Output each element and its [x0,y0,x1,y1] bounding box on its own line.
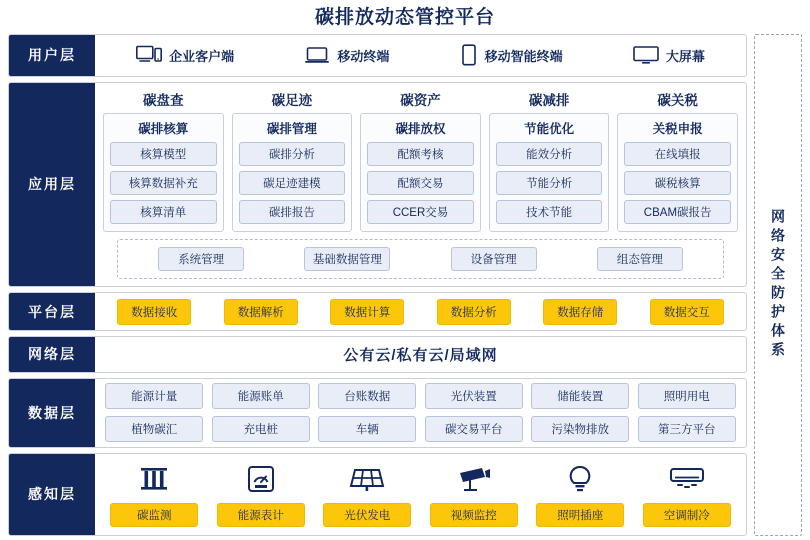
layer-network [8,336,747,373]
lightbulb-socket-icon [565,462,595,496]
energy-meter-icon [245,462,277,496]
platform-chip-data-reception[interactable]: 数据接收 [117,299,191,325]
layer-user-label: 用户层 [9,35,95,76]
app-chip-configuration-management[interactable]: 组态管理 [597,247,683,271]
platform-chip-data-interaction[interactable]: 数据交互 [650,299,724,325]
app-chip[interactable]: 能效分析 [496,142,603,166]
perception-item-carbon-monitoring[interactable] [110,462,198,527]
app-column-title: 碳减排 [528,92,570,108]
app-chip[interactable]: CBAM碳报告 [624,200,731,224]
app-chip[interactable]: 节能分析 [496,171,603,195]
perception-label: 照明插座 [536,503,624,527]
solar-panel-icon [349,462,385,496]
data-chip[interactable]: 储能装置 [531,383,629,409]
layer-platform-label: 平台层 [9,293,95,330]
app-chip-system-management[interactable]: 系统管理 [158,247,244,271]
app-card-title: 碳排管理 [266,121,317,136]
page-title: 碳排放动态管控平台 [314,7,495,28]
user-item-label: 移动终端 [337,48,390,64]
app-column-carbon-inventory [103,89,224,232]
app-card-carbon-management [232,113,353,232]
app-chip[interactable]: 碳税核算 [624,171,731,195]
security-system-sidebar [754,34,802,536]
smartphone-icon [460,44,478,66]
layer-perception-body [95,454,746,535]
perception-label: 光伏发电 [323,503,411,527]
camera-icon [456,462,492,496]
data-chip[interactable]: 充电桩 [212,416,310,442]
app-chip[interactable]: 配额考核 [367,142,474,166]
perception-items [101,462,740,527]
application-columns [103,89,738,232]
app-card-carbon-accounting [103,113,224,232]
platform-items [101,299,740,325]
data-chip[interactable]: 污染物排放 [531,416,629,442]
app-chip[interactable]: 在线填报 [624,142,731,166]
app-chip[interactable]: CCER交易 [367,200,474,224]
user-item-smart-mobile-terminal[interactable] [460,44,563,66]
data-row [101,383,740,409]
app-column-title: 碳关税 [657,92,698,108]
app-card-title: 碳排放权 [395,121,446,136]
app-column-carbon-reduction [489,89,610,232]
large-screen-icon [633,45,659,65]
app-chip[interactable]: 技术节能 [496,200,603,224]
perception-item-lighting-socket[interactable] [536,462,624,527]
app-chip-device-management[interactable]: 设备管理 [451,247,537,271]
perception-label: 空调制冷 [643,503,731,527]
app-card-tariff-declaration [617,113,738,232]
app-column-carbon-tariff [617,89,738,232]
layer-user-body [95,35,746,76]
carbon-monitor-icon [138,462,170,496]
user-item-label: 大屏幕 [665,48,705,64]
user-item-large-screen[interactable] [633,45,705,65]
layer-data-body [95,379,746,447]
layer-application [8,82,747,287]
data-grid [101,383,740,442]
app-card-energy-saving-optimization [489,113,610,232]
layer-data [8,378,747,448]
data-chip[interactable]: 第三方平台 [638,416,736,442]
app-chip[interactable]: 配额交易 [367,171,474,195]
app-chip[interactable]: 碳足迹建模 [239,171,346,195]
layer-application-body [95,83,746,286]
layer-stack [8,34,747,536]
layer-platform-body [95,293,746,330]
layer-perception [8,453,747,536]
security-system-label: 网络安全防护体系 [770,209,786,361]
desktop-monitor-icon [136,45,162,65]
app-column-carbon-asset [360,89,481,232]
platform-chip-data-computation[interactable]: 数据计算 [330,299,404,325]
layer-network-label: 网络层 [9,337,95,372]
user-items [101,44,740,66]
app-chip-basic-data-management[interactable]: 基础数据管理 [304,247,390,271]
layer-network-body [95,337,746,372]
app-chip[interactable]: 碳排报告 [239,200,346,224]
app-card-title: 节能优化 [524,121,575,136]
data-chip[interactable]: 植物碳汇 [105,416,203,442]
perception-label: 碳监测 [110,503,198,527]
platform-chip-data-analysis[interactable]: 数据分析 [437,299,511,325]
laptop-icon [304,45,330,65]
perception-item-air-conditioning[interactable] [643,462,731,527]
network-text: 公有云/私有云/局域网 [343,346,498,364]
platform-chip-data-storage[interactable]: 数据存储 [543,299,617,325]
perception-item-video-surveillance[interactable] [430,462,518,527]
app-chip[interactable]: 碳排分析 [239,142,346,166]
user-item-label: 移动智能终端 [484,48,563,64]
layer-application-label: 应用层 [9,83,95,286]
perception-item-solar-power[interactable] [323,462,411,527]
platform-chip-data-parsing[interactable]: 数据解析 [224,299,298,325]
app-card-title: 碳排核算 [138,121,189,136]
air-conditioner-icon [669,462,705,496]
layer-user [8,34,747,77]
diagram-body [0,34,810,536]
app-column-title: 碳足迹 [271,92,313,108]
app-card-title: 关税申报 [652,121,703,136]
layer-platform [8,292,747,331]
data-chip[interactable]: 车辆 [318,416,416,442]
data-chip[interactable]: 台账数据 [318,383,416,409]
user-item-label: 企业客户端 [169,48,235,64]
app-column-carbon-footprint [232,89,353,232]
data-chip[interactable]: 光伏装置 [425,383,523,409]
user-item-enterprise-client[interactable] [136,45,234,65]
layer-data-label: 数据层 [9,379,95,447]
perception-item-energy-meter[interactable] [217,462,305,527]
app-column-title: 碳盘查 [143,92,184,108]
data-row [101,416,740,442]
data-chip[interactable]: 照明用电 [638,383,736,409]
data-chip[interactable]: 能源账单 [212,383,310,409]
user-item-mobile-terminal[interactable] [304,45,389,65]
layer-perception-label: 感知层 [9,454,95,535]
application-management-group [117,239,724,279]
data-chip[interactable]: 能源计量 [105,383,203,409]
data-chip[interactable]: 碳交易平台 [425,416,523,442]
app-chip[interactable]: 核算数据补充 [110,171,217,195]
app-chip[interactable]: 核算清单 [110,200,217,224]
app-column-title: 碳资产 [400,92,441,108]
app-card-carbon-emission-rights [360,113,481,232]
perception-label: 能源表计 [217,503,305,527]
perception-label: 视频监控 [430,503,518,527]
app-chip[interactable]: 核算模型 [110,142,217,166]
